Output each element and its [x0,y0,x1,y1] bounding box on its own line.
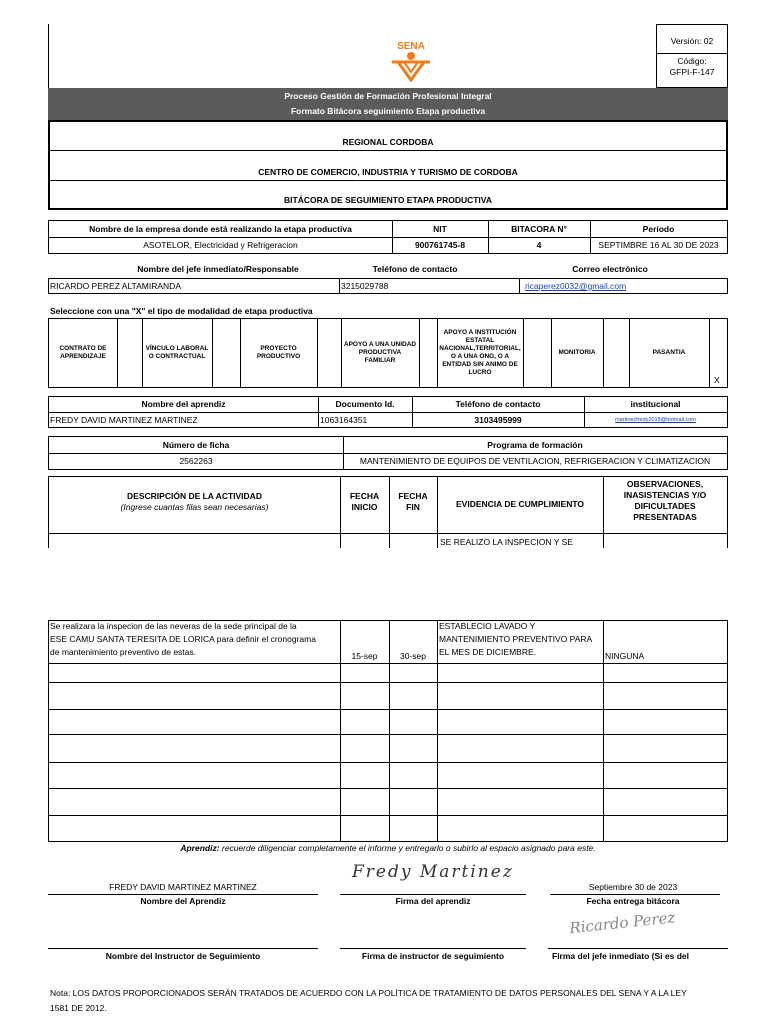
program-name: MANTENIMIENTO DE EQUIPOS DE VENTILACION, REFRIGERACION Y CLIMATIZACION [359,456,711,466]
bitacora-number: 4 [536,240,542,250]
end-label-2: FIN [406,502,420,512]
option-proyecto: PROYECTO PRODUCTIVO [256,345,301,360]
evidence-top: SE REALIZO LA INSPECION Y SE [440,537,573,547]
reminder-text: recuerde diligenciar completamente el informe y entregarlo o subirlo al espacio asignado para este. [219,843,596,853]
header-left-border [48,24,49,88]
apprentice-name-sig: FREDY DAVID MARTINEZ MARTINEZ [109,882,257,892]
apprentice-name: FREDY DAVID MARTINEZ MARTINEZ [50,415,198,425]
option-pasantia: PASANTIA [652,349,686,356]
activities-table [48,620,728,842]
evidence-line-3: EL MES DE DICIEMBRE. [439,647,536,657]
option-contrato: CONTRATO DE APRENDIZAJE [59,345,107,360]
end-date: 30-sep [400,651,426,661]
logo-text: SENA [397,41,425,52]
obs-label-3: DIFICULTADES [634,501,696,511]
start-label-1: FECHA [349,491,380,501]
note-line-2: 1581 DE 2012. [50,1003,107,1013]
apprentice-sig-label: Firma del aprendiz [395,896,471,906]
institutional-label: institucional [630,399,681,409]
boss-email-link[interactable]: ricaperez0032@gmail.com [525,281,627,291]
desc-line-3: de mantenimiento preventivo de estas. [50,647,197,657]
sena-logo [384,38,438,82]
boss-row [48,278,728,294]
option-monitoria: MONITORIA [558,349,596,356]
code: GFPI-F-147 [669,67,715,77]
obs-label-2: INASISTENCIAS Y/O [623,490,707,500]
reminder [48,843,728,854]
ficha: 2562263 [179,456,213,466]
apprentice-name-sig-label: Nombre del Aprendiz [140,896,226,906]
pasantia-mark[interactable]: X [714,375,720,385]
apprentice-phone-label: Teléfono de contacto [455,399,541,409]
option-apoyo-familiar: APOYO A UNA UNIDAD PRODUCTIVA FAMILIAR [343,341,417,364]
nit: 900761745-8 [414,240,466,250]
bitacora-title: BITÁCORA DE SEGUIMIENTO ETAPA PRODUCTIVA [284,195,492,205]
apprentice-name-label: Nombre del aprendiz [141,399,226,409]
nit-label: NIT [433,224,447,234]
data-note [50,986,687,1016]
period: SEPTIMBRE 16 AL 30 DE 2023 [598,240,719,250]
apprentice-email-link[interactable]: martinezfredy2018@hotmail.com [615,417,696,423]
doc-label: Documento Id. [335,399,395,409]
desc-label: DESCRIPCIÓN DE LA ACTIVIDAD [127,491,262,501]
ficha-label: Número de ficha [162,440,230,450]
instructor-sig-label: Firma de instructor de seguimiento [361,951,505,961]
process-title: Proceso Gestión de Formación Profesional Integral [284,91,492,101]
boss-phone: 3215029788 [341,281,389,291]
desc-sub: (Ingrese cuantas filas sean necesarias) [120,502,269,512]
boss-name-label: Nombre del jefe inmediato/Responsable [137,264,299,274]
version: Versión: 02 [670,36,714,46]
apprentice-doc: 1063164351 [320,415,368,425]
start-date: 15-sep [351,651,378,661]
boss-phone-label: Teléfono de contacto [372,264,458,274]
delivery-date: Septiembre 30 de 2023 [588,882,678,892]
company-table [48,220,728,254]
instructor-label: Nombre del Instructor de Seguimiento [105,951,261,961]
desc-line-1: Se realizara la inspecion de las neveras de la sede principal de la [50,621,297,631]
company-name: ASOTELOR, Electricidad y Refrigeracion [143,240,298,250]
modality-table [48,318,728,388]
desc-line-2: ESE CAMU SANTA TERESITA DE LORICA para definir el cronograma [50,634,316,644]
code-label: Código: [677,56,707,66]
evidence-line-2: MANTENIMIENTO PREVENTIVO PARA [439,634,593,644]
boss-name: RICARDO PEREZ ALTAMIRANDA [50,281,181,291]
reminder-label: Aprendiz: [180,843,220,853]
program-label: Programa de formación [487,440,583,450]
evidence-label: EVIDENCIA DE CUMPLIMIENTO [456,499,584,509]
note-line-1: Nota: LOS DATOS PROPORCIONADOS SERÁN TRATADOS DE ACUERDO CON LA POLÍTICA DE TRATAMIENTO DE DATOS PERSONALES DEL SENA Y A LA LEY [50,988,687,998]
center-name: CENTRO DE COMERCIO, INDUSTRIA Y TURISMO DE CORDOBA [258,167,518,177]
option-apoyo-institucion: APOYO A INSTITUCIÓN ESTATAL NACIONAL,TERRITORIAL, O A UNA ONG, O A ENTIDAD SIN ANIMO DE LUCRO [439,329,521,376]
regional: REGIONAL CORDOBA [342,137,434,147]
boss-sig-label: Firma del jefe inmediato (Si es del [552,951,689,961]
end-label-1: FECHA [398,491,428,501]
format-title: Formato Bitácora seguimiento Etapa productiva [290,106,486,116]
apprentice-signature: Fredy Martinez [352,862,514,882]
boss-email-label: Correo electrónico [572,264,648,274]
obs-label-4: PRESENTADAS [633,512,697,522]
delivery-label: Fecha entrega bitácora [586,896,680,906]
boss-signature: Ricardo Perez [568,908,677,938]
option-vinculo: VÍNCULO LABORAL O CONTRACTUAL [145,345,209,360]
bitacora-label: BITACORA N° [511,224,567,234]
company-name-label: Nombre de la empresa donde está realizando la etapa productiva [89,224,352,234]
obs-label-1: OBSERVACIONES, [626,479,704,489]
observation: NINGUNA [605,651,645,661]
header-bar [48,88,728,120]
version-box [656,24,728,88]
period-label: Período [642,224,675,234]
regional-box [48,120,728,210]
apprentice-table [48,396,728,428]
start-label-2: INICIO [351,502,378,512]
evidence-line-1: ESTABLECIO LAVADO Y [439,621,536,631]
modality-instruction: Seleccione con una "X" el tipo de modalidad de etapa productiva [50,306,313,316]
apprentice-phone: 3103495999 [474,415,522,425]
program-table [48,436,728,470]
activities-header [48,476,728,534]
